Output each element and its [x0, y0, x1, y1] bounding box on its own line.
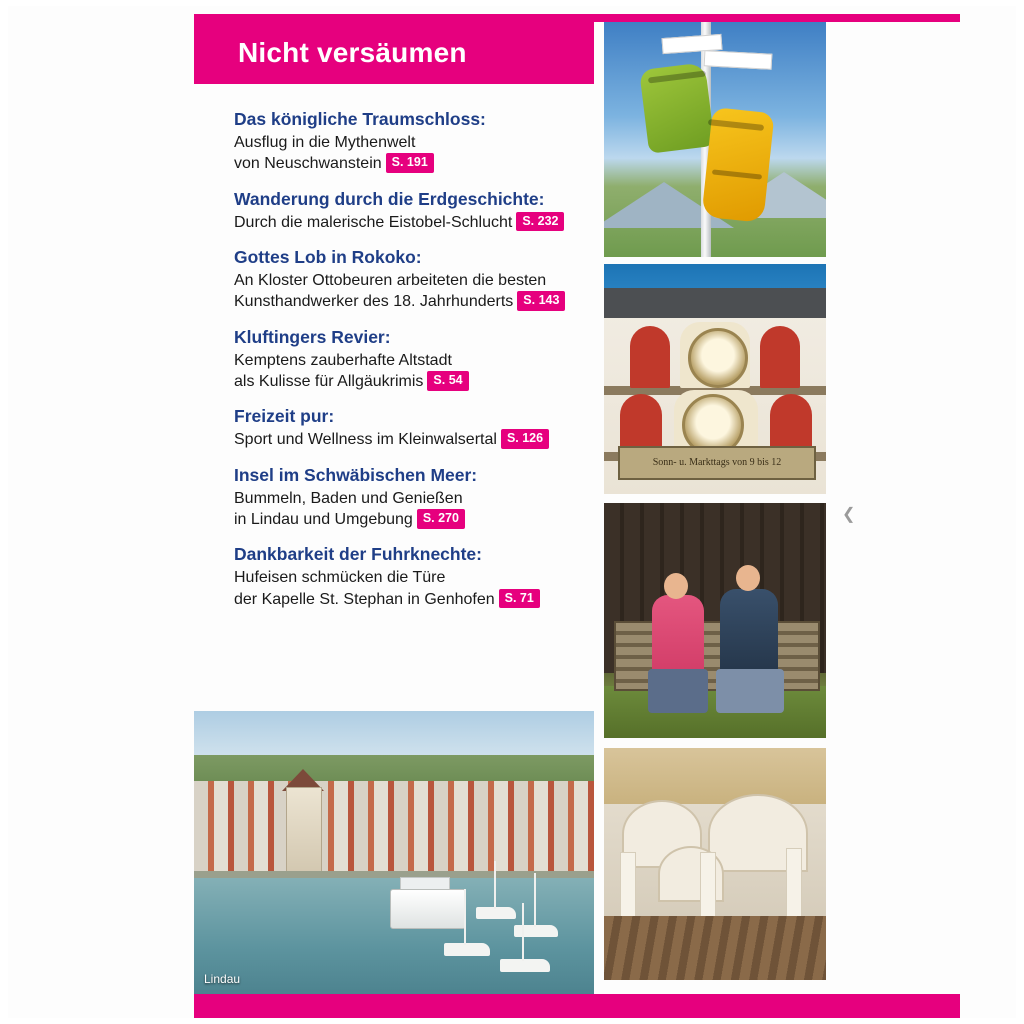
entry-line-text: Kunsthandwerker des 18. Jahrhunderts: [234, 293, 514, 311]
list-item[interactable]: [234, 188, 594, 233]
page-reference-badge[interactable]: S. 126: [501, 429, 549, 449]
red-arch: [770, 394, 812, 452]
entry-heading: Das königliche Traumschloss:: [234, 109, 486, 129]
entry-line-text: der Kapelle St. Stephan in Genhofen: [234, 590, 495, 608]
ceiling-fresco: [604, 748, 826, 804]
entry-line-last: [234, 291, 594, 312]
grass: [604, 686, 826, 738]
sailboat-mast: [464, 889, 466, 945]
entry-line: Kemptens zauberhafte Altstadt: [234, 351, 452, 369]
red-arch: [760, 326, 800, 388]
page-reference-badge[interactable]: S. 71: [499, 589, 540, 609]
page-reference-badge[interactable]: S. 191: [386, 153, 434, 173]
entry-line: Bummeln, Baden und Genießen: [234, 489, 463, 507]
book-page: [8, 6, 1016, 1018]
entry-line: An Kloster Ottobeuren arbeiteten die besten: [234, 272, 547, 290]
entry-body: [234, 488, 594, 531]
head: [736, 565, 760, 591]
page-reference-badge[interactable]: S. 232: [516, 212, 564, 232]
entry-body: [234, 270, 594, 313]
page-reference-badge[interactable]: S. 270: [417, 509, 465, 529]
entry-heading: Dankbarkeit der Fuhrknechte:: [234, 544, 482, 565]
page-title: Nicht versäumen: [238, 37, 467, 68]
sailboat-hull: [476, 907, 516, 919]
entry-line: Ausflug in die Mythenwelt: [234, 134, 416, 152]
entry-line-last: [234, 429, 594, 450]
entry-line: Hufeisen schmücken die Türe: [234, 569, 446, 587]
entry-body: [234, 429, 594, 450]
red-arch: [620, 394, 662, 452]
sailboat-hull: [444, 943, 490, 956]
entry-heading: Gottes Lob in Rokoko:: [234, 246, 422, 267]
page-reference-badge[interactable]: S. 54: [427, 371, 468, 391]
person-in-blue-shirt: [720, 589, 778, 675]
legs: [648, 669, 708, 713]
entry-line-last: [234, 153, 594, 174]
sailboat-hull: [500, 959, 550, 972]
entry-line-last: [234, 509, 594, 530]
legs: [716, 669, 784, 713]
list-item[interactable]: [234, 543, 594, 610]
entry-line-text: Sport und Wellness im Kleinwalsertal: [234, 431, 497, 449]
page-reference-badge[interactable]: S. 143: [517, 291, 565, 311]
entry-heading: Kluftingers Revier:: [234, 326, 391, 347]
entry-line-text: als Kulisse für Allgäukrimis: [234, 372, 424, 390]
roof: [604, 288, 826, 318]
photo-hikers-on-bench: [604, 503, 826, 738]
entry-line-text: in Lindau und Umgebung: [234, 510, 413, 528]
photo-lindau-harbour: [194, 711, 594, 994]
entry-line-last: [234, 212, 594, 233]
entry-line-last: [234, 371, 594, 392]
sailboat-mast: [534, 873, 536, 927]
red-arch: [630, 326, 670, 388]
entry-heading: Freizeit pur:: [234, 406, 335, 427]
highlights-list: [234, 108, 594, 623]
entry-heading: Wanderung durch die Erdgeschichte:: [234, 188, 545, 209]
list-item[interactable]: [234, 464, 594, 531]
sailboat-hull: [514, 925, 558, 937]
entry-body: [234, 350, 594, 393]
photo-baroque-church-interior: [604, 748, 826, 980]
entry-body: [234, 567, 594, 610]
town-rooftops: [194, 781, 594, 877]
photo-historic-facade-clock: [604, 264, 826, 494]
page-title-bar: [194, 22, 594, 84]
list-item[interactable]: [234, 108, 594, 175]
person-in-pink-shirt: [652, 595, 704, 675]
list-item[interactable]: [234, 326, 594, 393]
passenger-ferry: [390, 889, 466, 929]
list-item[interactable]: [234, 246, 594, 313]
direction-sign: [704, 50, 773, 70]
head: [664, 573, 688, 599]
church-pews: [604, 916, 826, 980]
entry-heading: Insel im Schwäbischen Meer:: [234, 464, 478, 485]
sailboat-mast: [522, 903, 524, 961]
list-item[interactable]: [234, 405, 594, 450]
sailboat-mast: [494, 861, 496, 909]
entry-body: [234, 132, 594, 175]
entry-line-last: [234, 589, 594, 610]
page-edge-marker: ❮: [842, 506, 856, 523]
facade-signboard: Sonn- u. Markttags von 9 bis 12: [618, 446, 816, 480]
top-accent-band: [194, 14, 960, 22]
entry-body: [234, 212, 594, 233]
photo-backpacks-on-signpost: [604, 22, 826, 257]
entry-line-text: Durch die malerische Eistobel-Schlucht: [234, 213, 513, 231]
entry-line-text: von Neuschwanstein: [234, 155, 382, 173]
bottom-accent-band: [194, 994, 960, 1018]
upper-clock-face: [688, 328, 748, 388]
photo-caption: Lindau: [204, 972, 241, 986]
